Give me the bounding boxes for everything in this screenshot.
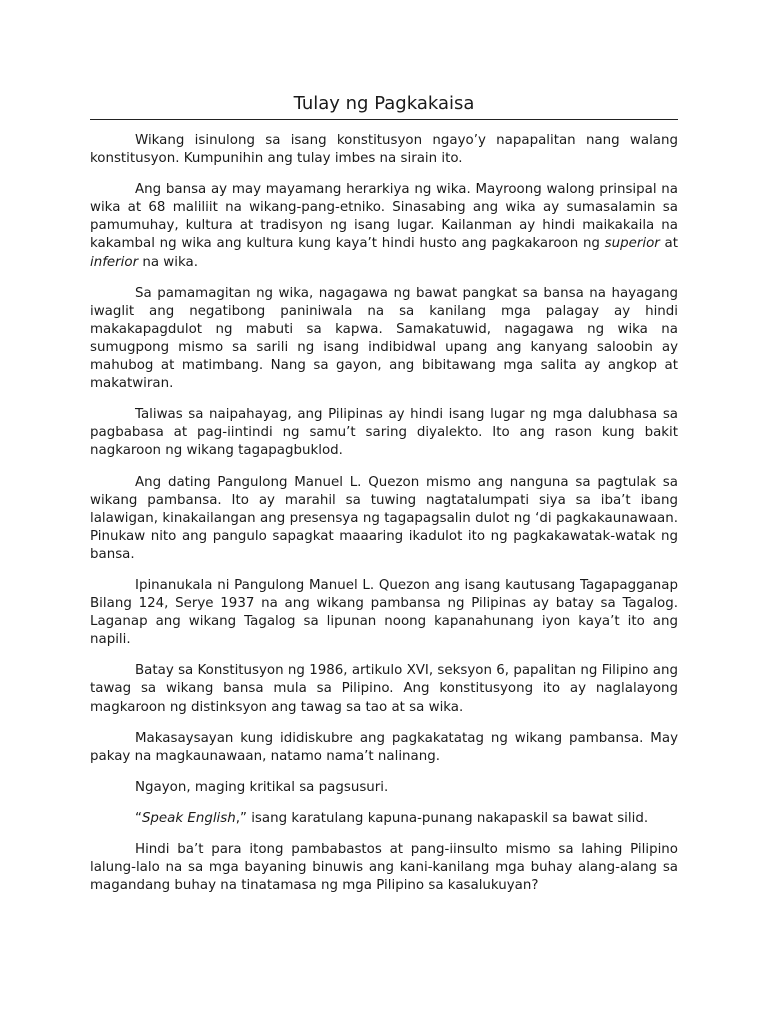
- term-superior: superior: [604, 236, 660, 252]
- paragraph-1: Wikang isinulong sa isang konstitusyon ngayo’y napapalitan nang walang konstitusyon. Kumpunihin ang tulay imbes na sirain ito.: [90, 133, 678, 167]
- paragraph-10-text: ,” isang karatulang kapuna-punang nakapaskil sa bawat silid.: [235, 810, 649, 826]
- paragraph-11: Hindi ba’t para itong pambabastos at pang-iinsulto mismo sa lahing Pilipino lalung-lalo na sa mga bayaning binuwis ang kani-kanilang mga buhay alang-alang sa magandang buhay na tinatamasa ng mga Pilipino sa kasalukuyan?: [90, 842, 678, 894]
- term-inferior: inferior: [90, 254, 139, 270]
- document-page: [90, 90, 678, 908]
- paragraph-2: [90, 181, 678, 271]
- quote-speak-english: Speak English: [141, 810, 236, 826]
- document-body: [90, 132, 678, 895]
- paragraph-8: Makasaysayan kung ididiskubre ang pagkakatatag ng wikang pambansa. May pakay na magkaunawaan, natamo nama’t nalinang.: [90, 730, 678, 764]
- paragraph-7: Batay sa Konstitusyon ng 1986, artikulo XVI, seksyon 6, papalitan ng Filipino ang tawag sa wikang bansa mula sa Pilipino. Ang konstitusyong ito ay naglalayong magkaroon ng distinksyon ang tawag sa tao at sa wika.: [90, 663, 678, 715]
- paragraph-5: Ang dating Pangulong Manuel L. Quezon mismo ang nanguna sa pagtulak sa wikang pambansa. Ito ay marahil sa tuwing nagtatalumpati siya sa iba’t ibang lalawigan, kinakailangan ang presensya ng tagapagsalin dulot ng ‘di pagkakaunawaan. Pinukaw nito ang pangulo sapagkat maaaring ikadulot ito ng pagkakawatak-watak ng bansa.: [90, 474, 678, 562]
- paragraph-4: Taliwas sa naipahayag, ang Pilipinas ay hindi isang lugar ng mga dalubhasa sa pagbabasa at pag-iintindi ng samu’t saring diyalekto. Ito ang rason kung bakit nagkaroon ng wikang tagapagbuklod.: [90, 407, 678, 459]
- paragraph-2-text-a: Ang bansa ay may mayamang herarkiya ng wika. Mayroong walong prinsipal na wika at 68 maliliit na wikang-pang-etniko. Sinasabing ang wika ay sumasalamin sa pamumuhay, kultura at tradisyon ng isang lugar. Kailanman ay hindi maikakaila na kakambal ng wika ang kultura kung kaya’t hindi husto ang pagkakaroon ng: [90, 182, 678, 252]
- paragraph-10: [90, 810, 678, 828]
- paragraph-3: Sa pamamagitan ng wika, nagagawa ng bawat pangkat sa bansa na hayagang iwaglit ang negatibong paniniwala na sa kanilang mga palagay ay hindi makakapagdulot ng mabuti sa kapwa. Samakatuwid, nagagawa ng wika na sumugpong mismo sa sarili ng isang indibidwal upang ang kanyang saloobin ay mahubog at matimbang. Nang sa gayon, ang bibitawang mga salita ay angkop at makatwiran.: [90, 285, 678, 392]
- quote-open: “: [135, 810, 142, 826]
- paragraph-9: Ngayon, maging kritikal sa pagsusuri.: [135, 779, 389, 795]
- document-title: Tulay ng Pagkakaisa: [90, 90, 678, 120]
- paragraph-2-text-b: at: [659, 236, 678, 252]
- paragraph-6: Ipinanukala ni Pangulong Manuel L. Quezon ang isang kautusang Tagapagganap Bilang 124, Serye 1937 na ang wikang pambansa ng Pilipinas ay batay sa Tagalog. Laganap ang wikang Tagalog sa lipunan noong kapanahunang iyon kaya’t ito ang napili.: [90, 577, 678, 648]
- paragraph-2-text-c: na wika.: [138, 254, 198, 270]
